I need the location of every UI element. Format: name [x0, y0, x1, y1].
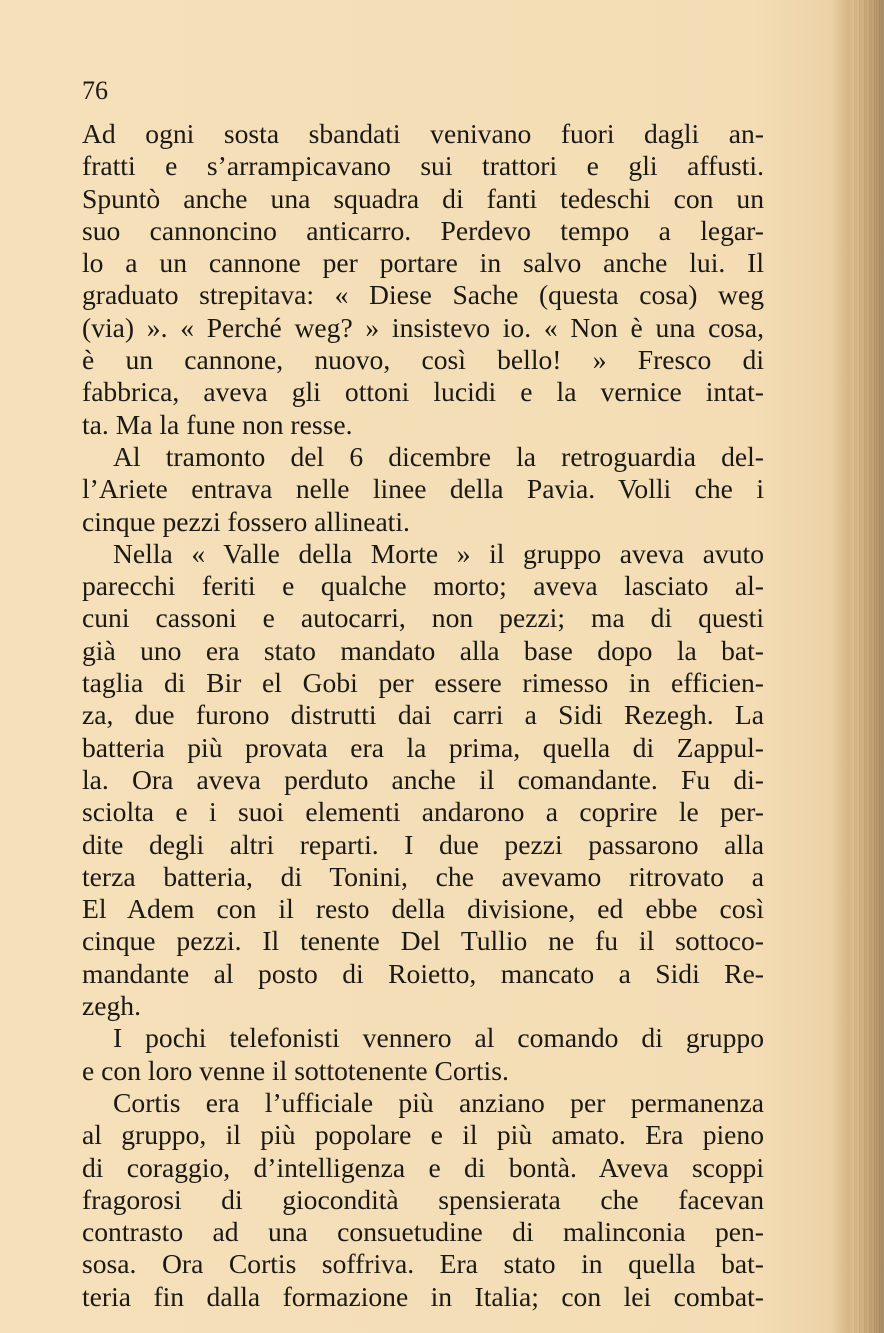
text-line: I pochi telefonisti vennero al comando di gruppo — [113, 1022, 764, 1054]
text-line: fratti e s’arrampicavano sui trattori e gli affusti. — [82, 150, 764, 182]
body-text — [82, 118, 764, 1313]
text-line: Spuntò anche una squadra di fanti tedeschi con un — [82, 182, 764, 214]
text-line: taglia di Bir el Gobi per essere rimesso in efficien- — [82, 667, 764, 699]
text-line: mandante al posto di Roietto, mancato a Sidi Re- — [82, 957, 764, 989]
text-line: zegh. — [82, 990, 141, 1022]
text-line: cinque pezzi. Il tenente Del Tullio ne fu il sottoco- — [82, 925, 764, 957]
text-line: ta. Ma la fune non resse. — [82, 408, 353, 440]
text-line: è un cannone, nuovo, così bello! » Fresco di — [82, 344, 764, 376]
paragraph — [82, 1022, 764, 1087]
text-line: terza batteria, di Tonini, che avevamo ritrovato a — [82, 860, 764, 892]
text-line: fabbrica, aveva gli ottoni lucidi e la vernice intat- — [82, 376, 764, 408]
text-line: sosa. Ora Cortis soffriva. Era stato in quella bat- — [82, 1248, 764, 1280]
text-line: sciolta e i suoi elementi andarono a coprire le per- — [82, 796, 764, 828]
text-line: contrasto ad una consuetudine di malinconia pen- — [82, 1216, 764, 1248]
text-line: teria fin dalla formazione in Italia; con lei combat- — [82, 1280, 764, 1312]
text-line: al gruppo, il più popolare e il più amato. Era pieno — [82, 1119, 764, 1151]
paragraph — [82, 1087, 764, 1313]
paragraph — [82, 441, 764, 538]
page-edge — [850, 0, 884, 1333]
text-line: Al tramonto del 6 dicembre la retroguardia del- — [113, 440, 764, 472]
text-line: parecchi feriti e qualche morto; aveva lasciato al- — [82, 570, 764, 602]
text-line: suo cannoncino anticarro. Perdevo tempo a legar- — [82, 214, 764, 246]
text-line: la. Ora aveva perduto anche il comandante. Fu di- — [82, 763, 764, 795]
text-line: cuni cassoni e autocarri, non pezzi; ma di questi — [82, 602, 764, 634]
paragraph — [82, 118, 764, 441]
text-line: l’Ariete entrava nelle linee della Pavia. Volli che i — [82, 473, 764, 505]
text-line: e con loro venne il sottotenente Cortis. — [82, 1054, 509, 1086]
text-line: za, due furono distrutti dai carri a Sidi Rezegh. La — [82, 699, 764, 731]
text-line: Ad ogni sosta sbandati venivano fuori dagli an- — [82, 118, 764, 149]
text-line: cinque pezzi fossero allineati. — [82, 505, 410, 537]
text-line: dite degli altri reparti. I due pezzi passarono alla — [82, 828, 764, 860]
text-line: di coraggio, d’intelligenza e di bontà. Aveva scoppi — [82, 1151, 764, 1183]
text-line: Nella « Valle della Morte » il gruppo aveva avuto — [113, 537, 764, 569]
page-number: 76 — [82, 76, 108, 105]
paragraph — [82, 538, 764, 1022]
text-line: fragorosi di giocondità spensierata che facevan — [82, 1183, 764, 1215]
text-line: Cortis era l’ufficiale più anziano per permanenza — [113, 1086, 764, 1118]
text-line: (via) ». « Perché weg? » insistevo io. « Non è una cosa, — [82, 311, 764, 343]
text-line: graduato strepitava: « Diese Sache (questa cosa) weg — [82, 279, 764, 311]
text-line: lo a un cannone per portare in salvo anche lui. Il — [82, 247, 764, 279]
text-line: El Adem con il resto della divisione, ed ebbe così — [82, 893, 764, 925]
text-line: batteria più provata era la prima, quella di Zappul- — [82, 731, 764, 763]
text-line: già uno era stato mandato alla base dopo la bat- — [82, 634, 764, 666]
